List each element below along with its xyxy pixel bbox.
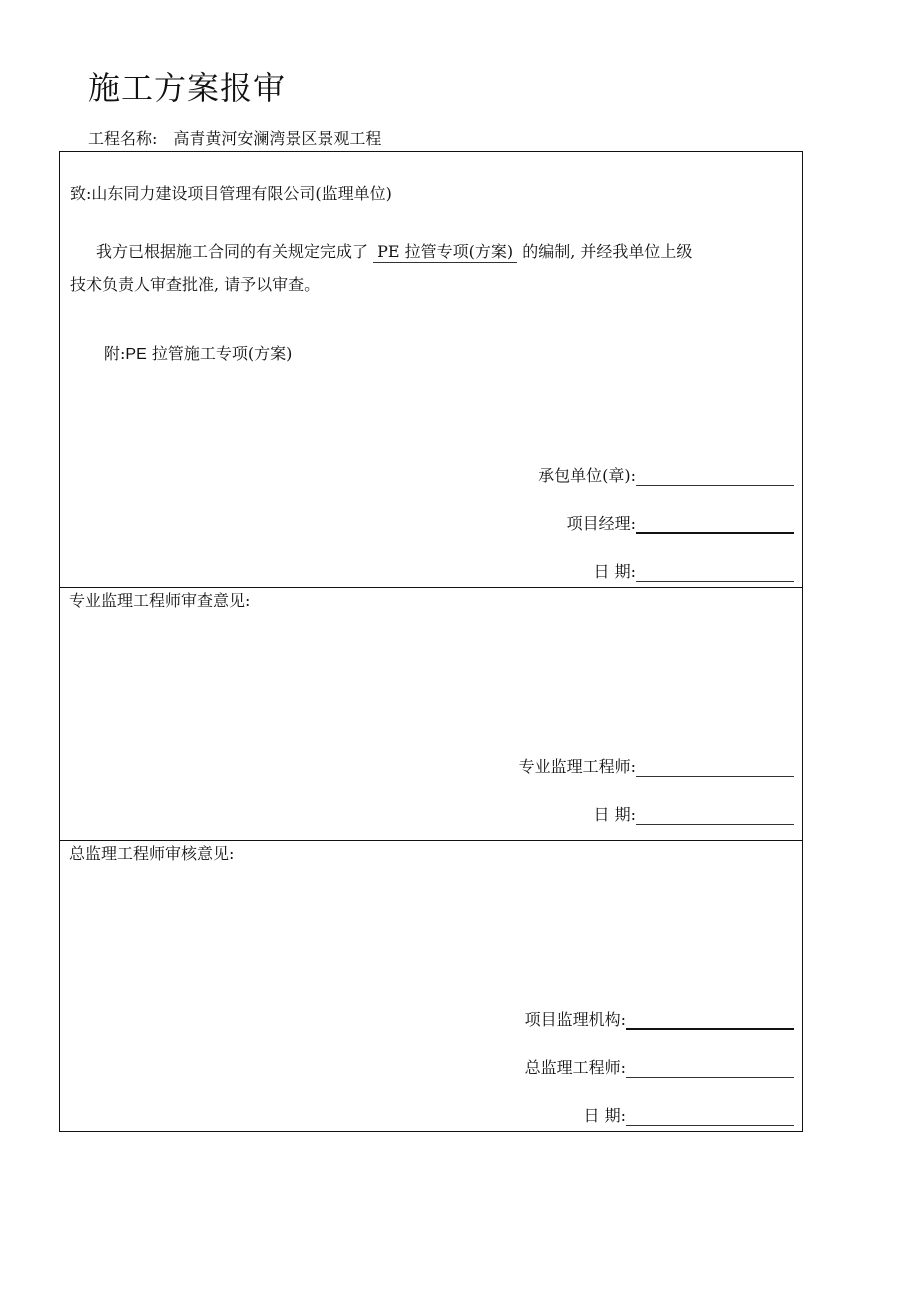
attachment-line [104,343,292,366]
chief-date-field[interactable] [626,1125,794,1126]
attachment-title: 拉管施工专项(方案) [146,344,293,363]
chief-review-section [60,840,802,1130]
approval-form [59,151,803,1132]
plan-name-field: PE 拉管专项(方案) [373,242,517,263]
project-name-value: 高青黄河安澜湾景区景观工程 [173,129,382,148]
contractor-seal-row [538,463,794,487]
specialist-date-label: 日 期: [593,805,636,824]
project-name-label: 工程名称: [88,129,158,148]
submission-text-suffix: 的编制, 并经我单位上级 [522,242,693,261]
supervision-agency-field[interactable] [626,1028,794,1030]
submission-text-prefix: 我方已根据施工合同的有关规定完成了 [96,242,369,261]
document-title: 施工方案报审 [88,69,287,107]
specialist-date-row [594,802,794,826]
chief-engineer-field[interactable] [626,1077,794,1078]
contractor-submission-section [60,152,802,587]
project-name-line [88,128,381,150]
project-manager-field[interactable] [636,532,794,534]
submission-date-label: 日 期: [593,562,636,581]
specialist-review-heading: 专业监理工程师审查意见: [69,591,251,610]
chief-engineer-row [525,1055,794,1079]
chief-date-row [584,1103,794,1127]
submission-text-line-2: 技术负责人审查批准, 请予以审查。 [70,275,321,294]
specialist-engineer-label: 专业监理工程师: [518,757,636,776]
submission-text-line-1 [96,241,692,263]
chief-review-heading: 总监理工程师审核意见: [69,844,235,863]
specialist-engineer-row [519,754,794,778]
project-manager-label: 项目经理: [566,514,636,533]
specialist-engineer-field[interactable] [636,776,794,777]
supervision-agency-label: 项目监理机构: [524,1010,626,1029]
addressee: 致:山东同力建设项目管理有限公司(监理单位) [70,184,392,203]
chief-date-label: 日 期: [583,1106,626,1125]
supervision-agency-row [525,1007,794,1031]
attachment-prefix: 附: [104,344,126,363]
contractor-seal-field[interactable] [636,485,794,486]
project-manager-row [567,511,794,535]
contractor-seal-label: 承包单位(章): [538,466,636,485]
submission-date-row [594,559,794,583]
specialist-review-section [60,587,802,840]
submission-date-field[interactable] [636,581,794,582]
attachment-pe: PE [125,346,147,363]
chief-engineer-label: 总监理工程师: [524,1058,626,1077]
specialist-date-field[interactable] [636,824,794,825]
